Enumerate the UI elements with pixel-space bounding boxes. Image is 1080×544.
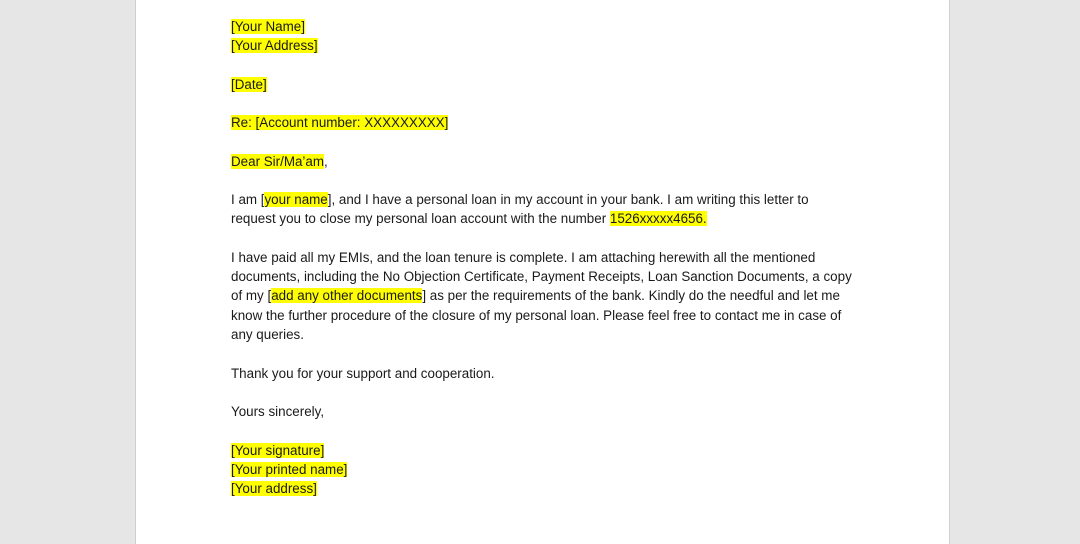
sender-address-line [231, 36, 318, 55]
para1-line1-pre: I am [ [231, 192, 265, 207]
your-name-placeholder: your name [264, 192, 328, 207]
para1-line2 [231, 209, 707, 228]
closing-line [231, 402, 324, 421]
para2-line3 [231, 286, 840, 305]
date: [Date] [231, 77, 267, 92]
account-number-value: 1526xxxxx4656. [609, 211, 707, 226]
re-account-number: Re: [Account number: XXXXXXXXX] [231, 115, 449, 130]
sender-name-line [231, 17, 305, 36]
para2-line4-text: know the further procedure of the closure of my personal loan. Please feel free to contact me in case of [231, 308, 842, 323]
para2-line2-text: documents, including the No Objection Certificate, Payment Receipts, Loan Sanction Documents, a copy [231, 269, 852, 284]
re-line [231, 113, 448, 132]
para1-line1 [231, 190, 809, 209]
salutation-comma: , [324, 154, 328, 169]
closing-text: Yours sincerely, [231, 404, 325, 419]
sender-address: [Your Address] [231, 38, 318, 53]
signature-line [231, 441, 324, 460]
printed-name-placeholder: [Your printed name] [231, 462, 348, 477]
para2-line1 [231, 248, 815, 267]
para2-line5 [231, 325, 304, 344]
para2-line4 [231, 306, 841, 325]
sender-name: [Your Name] [231, 19, 305, 34]
salutation: Dear Sir/Ma’am [231, 154, 325, 169]
para2-line3-pre: of my [ [231, 288, 272, 303]
document-page [135, 0, 950, 544]
para2-line3-post: ] as per the requirements of the bank. Kindly do the needful and let me [422, 288, 840, 303]
para2-line1-text: I have paid all my EMIs, and the loan tenure is complete. I am attaching herewith all the mentioned [231, 250, 816, 265]
thanks-text: Thank you for your support and cooperation. [231, 366, 495, 381]
printed-name-line [231, 460, 347, 479]
thanks-line [231, 364, 495, 383]
other-documents-placeholder: add any other documents [271, 288, 423, 303]
address-placeholder: [Your address] [231, 481, 317, 496]
para1-line1-post: ], and I have a personal loan in my account in your bank. I am writing this letter to [327, 192, 809, 207]
signature-address-line [231, 479, 317, 498]
salutation-line [231, 152, 328, 171]
para2-line2 [231, 267, 852, 286]
para2-line5-text: any queries. [231, 327, 304, 342]
para1-line2-pre: request you to close my personal loan account with the number [231, 211, 610, 226]
signature-placeholder: [Your signature] [231, 443, 325, 458]
date-line [231, 75, 267, 94]
